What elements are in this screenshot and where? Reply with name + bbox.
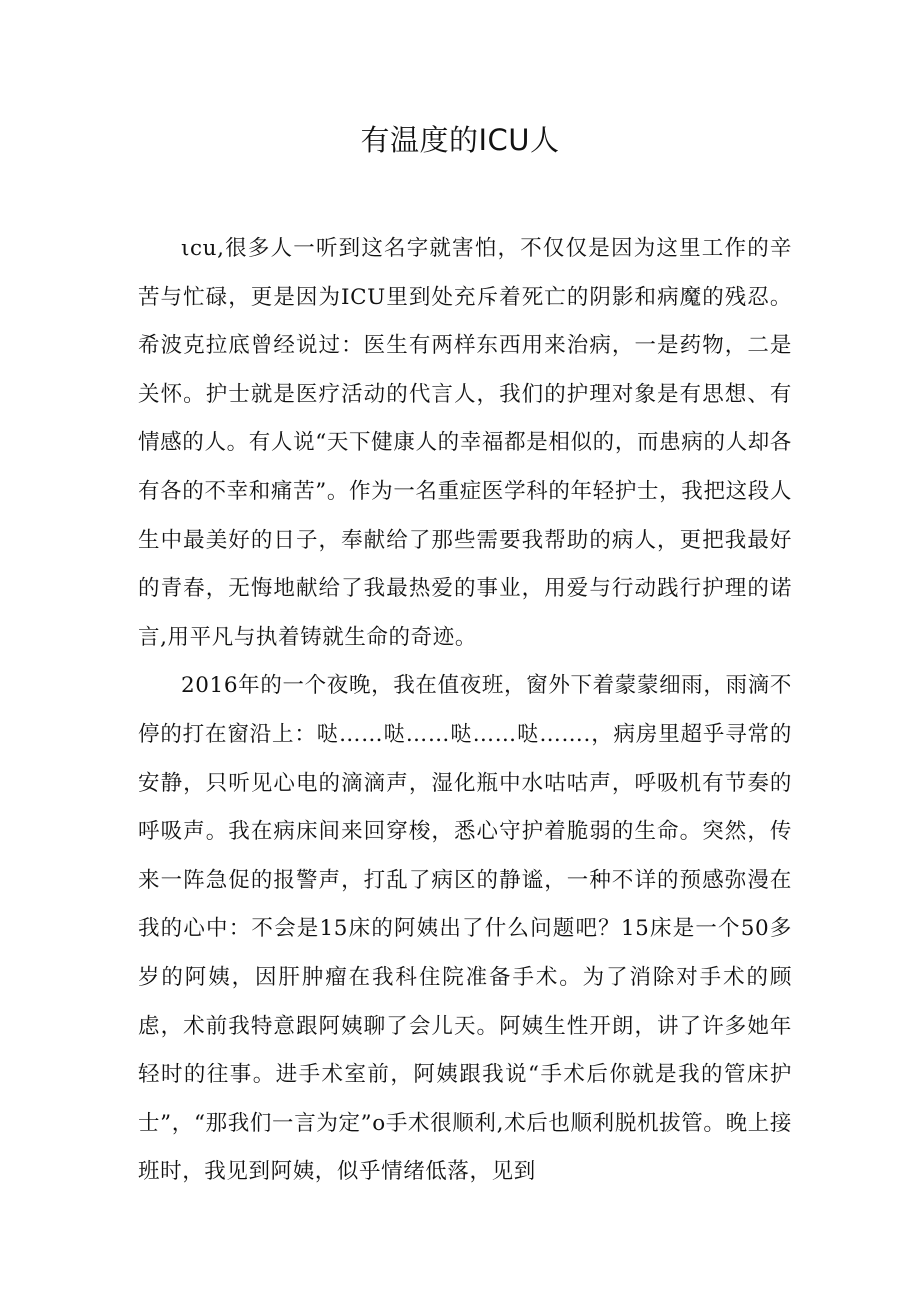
paragraph-2: 2016年的一个夜晚，我在值夜班，窗外下着蒙蒙细雨，雨滴不停的打在窗沿上：哒……哒……哒……哒…….，病房里超乎寻常的安静，只听见心电的滴滴声，湿化瓶中水咕咕声，呼吸机有节奏的呼吸声。我在病床间来回穿梭，悉心守护着脆弱的生命。突然，传来一阵急促的报警声，打乱了病区的静谧，一种不详的预感弥漫在我的心中：不会是15床的阿姨出了什么问题吧？15床是一个50多岁的阿姨，因肝肿瘤在我科住院准备手术。为了消除对手术的顾虑，术前我特意跟阿姨聊了会儿天。阿姨生性开朗，讲了许多她年轻时的往事。进手术室前，阿姨跟我说“手术后你就是我的管床护士”，“那我们一言为定”o手术很顺利,术后也顺利脱机拔管。晚上接班时，我见到阿姨，似乎情绪低落，见到 <box>138 673 792 1185</box>
paragraph-1: ιcu,很多人一听到这名字就害怕，不仅仅是因为这里工作的辛苦与忙碌，更是因为ICU里到处充斥着死亡的阴影和病魔的残忍。希波克拉底曾经说过：医生有两样东西用来治病，一是药物，二是关怀。护士就是医疗活动的代言人，我们的护理对象是有思想、有情感的人。有人说“天下健康人的幸福都是相似的，而患病的人却各有各的不幸和痛苦”。作为一名重症医学科的年轻护士，我把这段人生中最美好的日子，奉献给了那些需要我帮助的病人，更把我最好的青春，无悔地献给了我最热爱的事业，用爱与行动践行护理的诺言,用平凡与执着铸就生命的奇迹。 <box>138 236 792 650</box>
document-body <box>138 225 792 1197</box>
document-title: 有温度的ICU人 <box>360 123 560 157</box>
